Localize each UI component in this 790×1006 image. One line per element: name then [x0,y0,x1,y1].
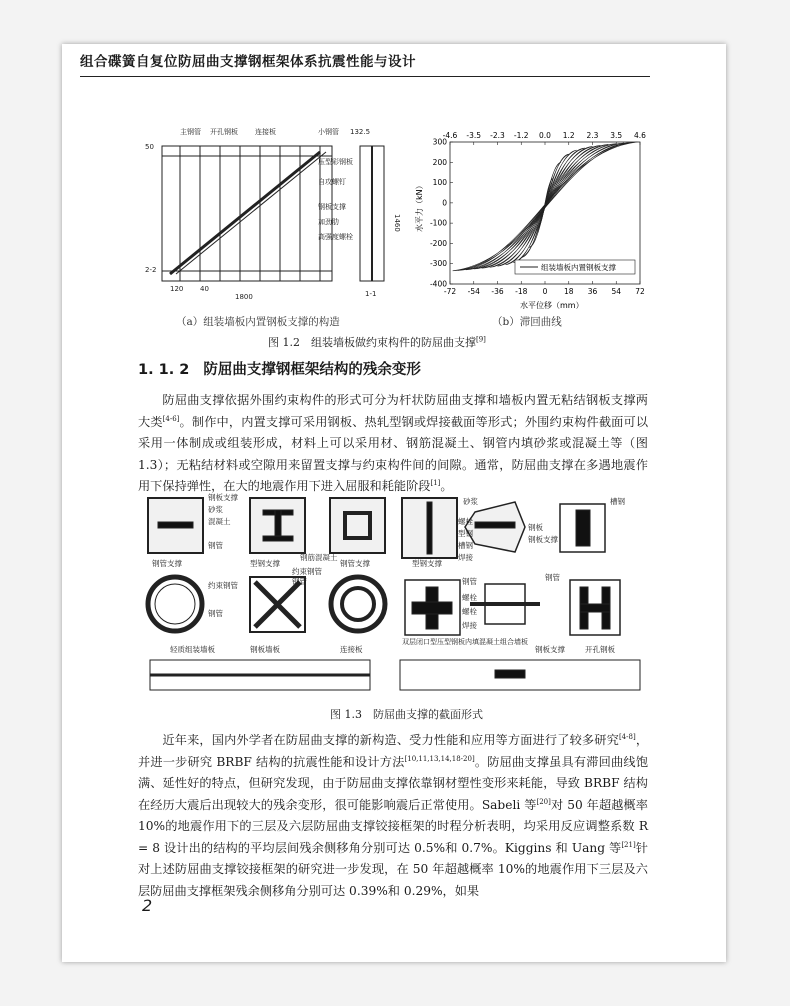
f13-label-19: 约束钢管 [292,567,322,576]
top-tick-label: 4.6 [634,131,646,140]
section-title: 防屈曲支撑钢框架结构的残余变形 [203,362,421,378]
top-tick-label: 1.2 [562,131,575,140]
x-tick-label: -18 [515,287,528,296]
label-stiffener: 加劲肋 [318,218,339,226]
x-tick-label: 72 [635,287,645,296]
f13-label-11: 槽钢 [458,541,473,550]
f13-label-26: 轻质组装墙板 [170,645,215,654]
label-1460: 1460 [393,214,401,232]
caption-a: （a）组装墙板内置钢板支撑的构造 [176,316,340,328]
f13-label-4: 钢管支撑 [152,559,182,568]
figure-1-3-caption: 图 1.3 防屈曲支撑的截面形式 [330,708,483,721]
y-tick-label: -400 [429,279,447,289]
label-1-1: 1-1 [365,290,377,298]
y-axis-label: 水平力（kN） [415,181,424,232]
top-tick-label: -3.5 [466,131,482,140]
f13-label-25: 焊接 [462,621,477,630]
label-132-5: 132.5 [350,128,371,136]
page-number: 2 [142,896,153,915]
f13-label-16: 型钢支撑 [412,559,442,568]
y-tick-label: 200 [432,157,447,167]
label-plate-brace: 钢板支撑 [318,203,346,211]
f13-label-7: 钢管支撑 [340,559,370,568]
f13-label-23: 螺栓 [462,607,477,616]
label-connection-plate: 连接板 [255,128,276,136]
f13-label-27: 钢板墙板 [250,645,280,654]
label-perforated-plate: 开孔钢板 [210,128,238,136]
f13-label-20: 钢管 [292,577,307,586]
f13-label-3: 钢管 [208,541,223,550]
top-tick-label: -2.3 [490,131,505,140]
y-tick-label: 0 [442,198,447,208]
figure-1-3-sections [140,492,650,704]
f13-label-0: 钢板支撑 [208,493,238,502]
x-axis-label: 水平位移（mm） [520,301,584,310]
figure-1-2b-chart [410,122,650,312]
caption-b: （b）滞回曲线 [492,316,562,328]
f13-label-22: 螺栓 [462,593,477,602]
label-main-steel-tube: 主钢管 [180,128,201,136]
label-screw: 自攻螺钉 [318,178,346,186]
top-tick-label: -4.6 [442,131,458,140]
label-hs-bolt: 高强度螺栓 [318,233,353,241]
label-small-tube: 小钢管 [318,128,339,136]
f13-label-2: 混凝土 [208,517,231,526]
paragraph-1: 防屈曲支撑依据外围约束构件的形式可分为杆状防屈曲支撑和墙板内置无粘结钢板支撑两大类[4-6]。制作中，内置支撑可采用钢板、热轧型钢或焊接截面等形式；外围约束构件截面可以采用一体制成或组装形成，材料上可以采用材、钢筋混凝土、钢管内填砂浆或混凝土等（图 1.3）；无粘结材料或空隙用来留置支撑与约束构件间的间隙。通常，防屈曲支撑在多遇地震作用下保持弹性，在大的地震作用下进入屈服和耗能阶段[1]。 [138,393,649,493]
f13-label-17: 约束钢管 [208,581,238,590]
running-header: 组合碟簧自复位防屈曲支撑钢框架体系抗震性能与设计 [80,50,650,77]
top-tick-label: -1.2 [513,131,529,140]
f13-label-31: 开孔钢板 [585,645,615,654]
y-tick-label: -300 [429,259,447,269]
paragraph-2: 近年来，国内外学者在防屈曲支撑的新构造、受力性能和应用等方面进行了较多研究[4-8]，并进一步研究 BRBF 结构的抗震性能和设计方法[10,11,13,14,18-20]。防屈曲支撑虽具有滞回曲线饱满、延性好的特点，但研究发现，由于防屈曲支撑依靠钢材塑性变形来耗能，导致 BRBF 结构在经历大震后出现较大的残余变形，很可能影响震后正常使用。Sabeli 等[20]对 50 年超越概率 10%的地震作用下的三层及六层防屈曲支撑铰接框架的时程分析表明，均采用反应调整系数 R = 8 设计出的结构的平均层间残余侧移角分别可达 0.5%和 0.7%。Kiggins 和 Uang 等[21]针对上述防屈曲支撑铰接框架的研究进一步发现，在 50 年超越概率 10%的地震作用下三层及六层防屈曲支撑框架残余侧移角分别可达 0.39%和 0.29%，如果 [138,732,649,898]
f13-label-5: 型钢支撑 [250,559,280,568]
f13-label-6: 钢筋混凝土 [300,553,338,562]
x-tick-label: -72 [443,287,457,296]
y-tick-label: 100 [432,178,447,188]
top-tick-label: 0.0 [539,131,551,140]
f13-label-29: 双层闭口型压型钢板内填混凝土组合墙板 [402,638,528,646]
y-tick-label: -200 [429,238,447,248]
x-tick-label: 18 [563,287,574,296]
section-number: 1. 1. 2 [138,362,190,378]
x-tick-label: 0 [542,287,548,296]
label-2-2: 2-2 [145,266,157,274]
f13-label-1: 砂浆 [208,505,223,514]
label-profiled-sheet: 压型彩钢板 [318,158,353,166]
top-tick-label: 3.5 [610,131,623,140]
x-tick-label: 54 [611,287,622,296]
f13-label-13: 焊接 [458,553,473,562]
section-heading [138,358,421,379]
f13-label-24: 钢管 [545,573,560,582]
f13-label-10: 型钢 [458,529,473,538]
f13-label-15: 槽钢 [610,497,625,506]
figure-1-2a-drawing [140,124,410,304]
x-tick-label: -36 [491,287,504,296]
f13-label-12: 钢板支撑 [528,535,558,544]
f13-label-14: 钢板 [528,523,543,532]
f13-label-30: 钢板支撑 [535,645,565,654]
y-tick-label: 300 [432,137,447,147]
legend-label: 组装墙板内置钢板支撑 [541,263,616,272]
figure-1-2-caption: 图 1.2 组装墙板做约束构件的防屈曲支撑[9] [268,335,486,349]
f13-label-18: 钢管 [208,609,223,618]
label-50: 50 [145,143,154,151]
f13-label-21: 钢管 [462,577,477,586]
f13-label-28: 连接板 [340,645,363,654]
label-120: 120 [170,285,184,293]
label-40: 40 [200,285,209,293]
y-tick-label: -100 [429,218,447,228]
f13-label-9: 螺栓 [458,517,473,526]
top-tick-label: 2.3 [586,131,599,140]
x-tick-label: -54 [467,287,480,296]
label-1800: 1800 [235,293,253,301]
f13-label-8: 砂浆 [463,497,478,506]
x-tick-label: 36 [587,287,598,296]
